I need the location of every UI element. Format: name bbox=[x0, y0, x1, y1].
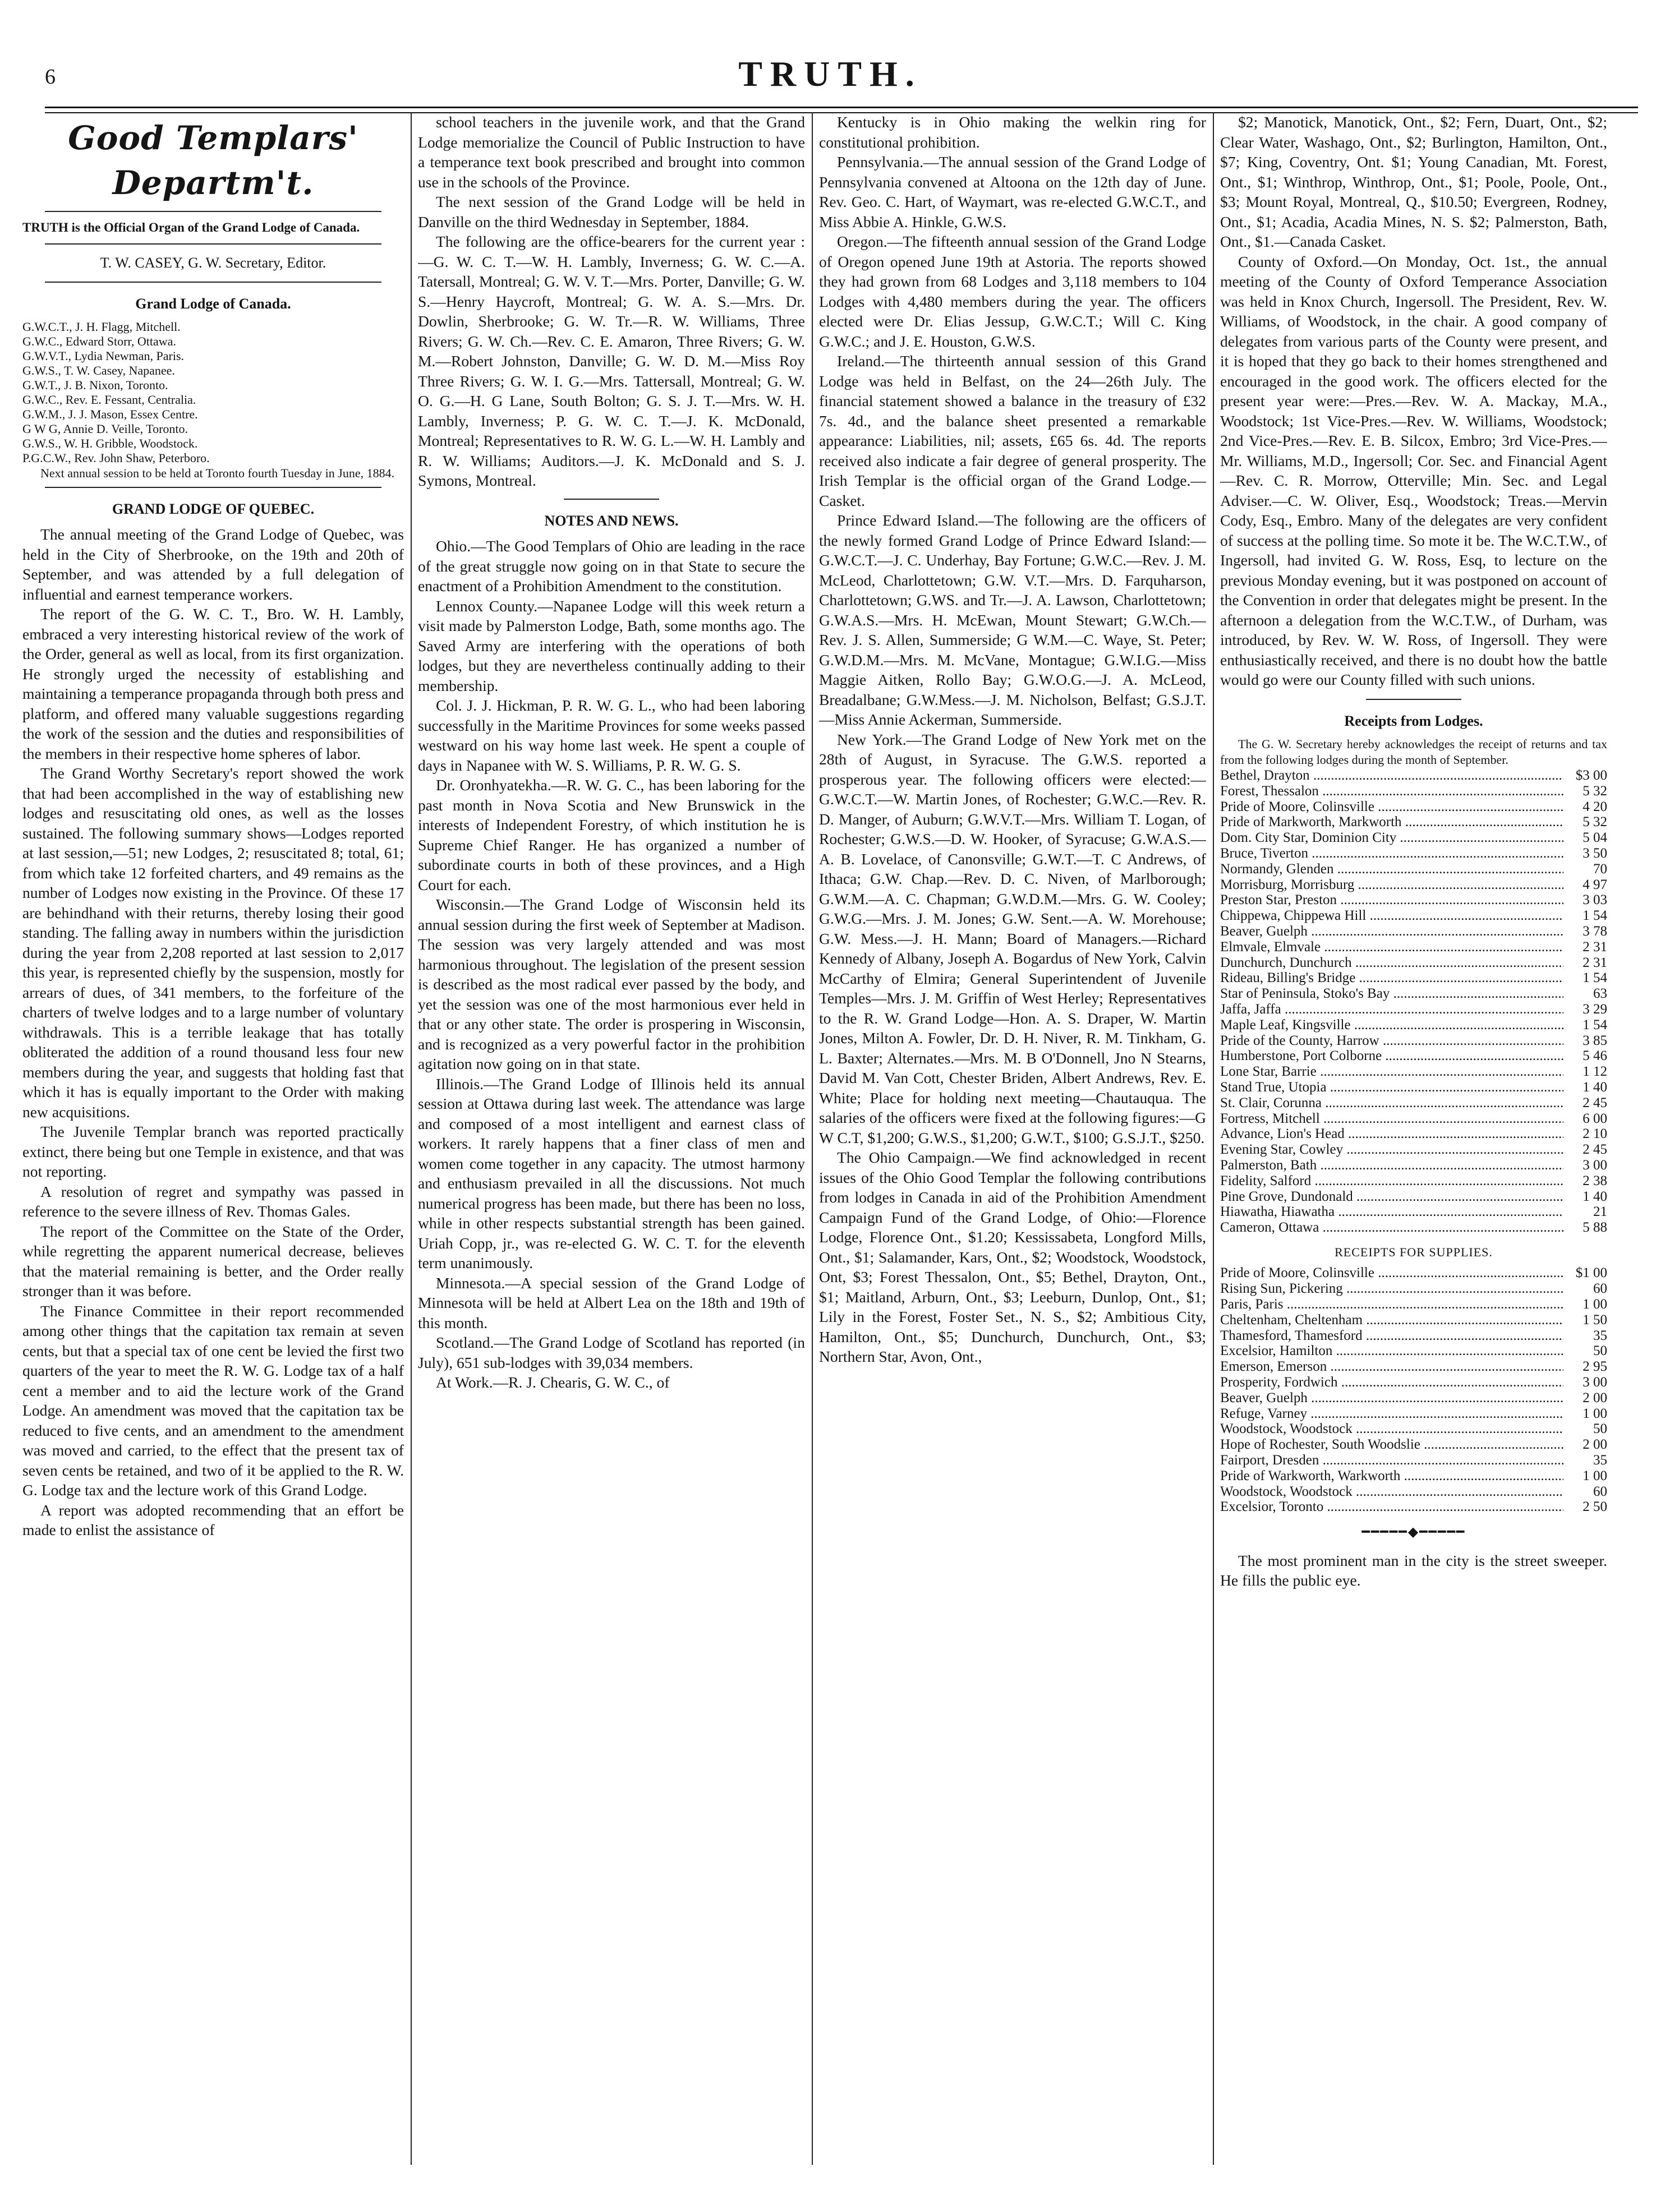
officer-line: G.W.T., J. B. Nixon, Toronto. bbox=[22, 377, 168, 392]
notes-heading: NOTES AND NEWS. bbox=[544, 512, 679, 529]
amount: 1 40 bbox=[1583, 1188, 1607, 1204]
paragraph: Ireland.—The thirteenth annual session of this Grand Lodge was held in Belfast, on the 24—26th July. The financial statement showed a balance in the treasury of £32 7s. 4d., and the balance sheet presented a remarkable appearance: Liabilities, nil; assets, £65 6s. 4d. The reports received also indicate a fair degree of general prosperity. The Irish Templar is the official organ of the Grand Lodge.—Casket. bbox=[819, 352, 1206, 509]
receipt-row bbox=[1220, 1204, 1607, 1220]
receipt-row bbox=[1220, 1189, 1607, 1205]
lodge-name: Advance, Lion's Head ..... bbox=[1220, 1126, 1563, 1142]
amount: 6 00 bbox=[1583, 1110, 1607, 1126]
divider bbox=[45, 282, 381, 283]
paragraph: Lennox County.—Napanee Lodge will this week return a visit made by Palmerston Lodge, Bath, some months ago. The Saved Army are interfering with the operations of both lodges, but they are nevertheless continually adding to their membership. bbox=[418, 597, 805, 694]
receipt-row bbox=[1220, 939, 1607, 955]
officer-line: G.W.S., W. H. Gribble, Woodstock. bbox=[22, 436, 198, 450]
amount: 3 00 bbox=[1583, 1157, 1607, 1173]
lodge-name: Paris, Paris ..... bbox=[1220, 1297, 1563, 1312]
lodge-name: Pride of the County, Harrow ..... bbox=[1220, 1033, 1563, 1049]
column-2 bbox=[418, 112, 805, 2176]
amount: 35 bbox=[1593, 1328, 1607, 1343]
amount: 5 46 bbox=[1583, 1048, 1607, 1064]
lodge-name: Rideau, Billing's Bridge ..... bbox=[1220, 970, 1563, 986]
lodge-name: Pine Grove, Dundonald ..... bbox=[1220, 1189, 1563, 1205]
receipt-row bbox=[1220, 1421, 1607, 1437]
receipt-row bbox=[1220, 924, 1607, 939]
receipt-row bbox=[1220, 892, 1607, 908]
amount: 1 00 bbox=[1583, 1297, 1607, 1312]
receipt-row bbox=[1220, 1142, 1607, 1158]
officer-line: G W G, Annie D. Veille, Toronto. bbox=[22, 421, 188, 436]
paragraph: The Finance Committee in their report recommended among other things that the capitation tax remain at seven cents, but that a special tax of one cent be levied the first two quarters of the year to meet the R. W. G. Lodge tax of a half cent a member and to aid the lecture work of the Grand Lodge. An amendment was moved that the capitation tax be reduced to five cents, and an amendment to the amendment was moved and carried, to the effect that the present tax of seven cents be retained, and two of it be applied to the R. W. G. Lodge tax and the lecture work of this Grand Lodge. bbox=[22, 1302, 404, 1499]
lodge-name: Rising Sun, Pickering ..... bbox=[1220, 1281, 1563, 1297]
ornamental-rule: ━━━━━◆━━━━━ bbox=[1361, 1525, 1466, 1540]
lodge-name: Fidelity, Salford ..... bbox=[1220, 1173, 1563, 1189]
amount: 63 bbox=[1593, 986, 1607, 1002]
lodge-name: Dunchurch, Dunchurch ..... bbox=[1220, 955, 1563, 971]
notes-and-news bbox=[418, 536, 805, 1393]
department-title: Good Templars' Departm't. bbox=[68, 119, 358, 202]
amount: 60 bbox=[1593, 1281, 1607, 1297]
receipt-row bbox=[1220, 1017, 1607, 1033]
paragraph: Minnesota.—A special session of the Grand Lodge of Minnesota will be held at Albert Lea on the 18th and 19th of this month. bbox=[418, 1274, 805, 1331]
divider bbox=[1366, 699, 1461, 700]
quebec-article bbox=[22, 524, 404, 1540]
lodge-name: Normandy, Glenden ..... bbox=[1220, 861, 1563, 877]
amount: 1 12 bbox=[1583, 1064, 1607, 1080]
paragraph: The annual meeting of the Grand Lodge of Quebec, was held in the City of Sherbrooke, on the 19th and 20th of September, and was attended by a full delegation of influential and earnest temperance workers. bbox=[22, 526, 404, 603]
officer-line: G.W.C.T., J. H. Flagg, Mitchell. bbox=[22, 319, 181, 334]
paragraph: Oregon.—The fifteenth annual session of the Grand Lodge of Oregon opened June 19th at Astoria. The reports showed they had grown from 68 Lodges and 3,118 members to 104 Lodges with 4,480 members during the year. The officers elected were Dr. Elias Jessup, G.W.C.T.; Will C. King G.W.C.; and J. E. Houston, G.W.S. bbox=[819, 233, 1206, 350]
paragraph: The Grand Worthy Secretary's report showed the work that had been accomplished in the way of establishing new lodges and resuscitating old ones, as well as the losses sustained. The following summary shows—Lodges reported at last session,—51; new Lodges, 2; resuscitated 8; total, 61; from which take 12 forfeited charters, and 49 remains as the number of Lodges now existing in the Province. Of these 17 are behindhand with their returns, thereby losing their good standing. The falling away in numbers within the jurisdiction during the year from 2,208 reported at last session to 2,017 this year, is represented chiefly by the suspension, mostly for arrears of dues, of 341 members, to the forfeiture of the charters of twelve lodges and to a large number of voluntary withdrawals. This is a terrible leakage that has totally obliterated the addition of a round thousand less four new members during the year, and suggests that holding fast that which it has is equally important to the Order with making new acquisitions. bbox=[22, 764, 404, 1121]
column-1 bbox=[22, 112, 404, 2176]
amount: 5 88 bbox=[1583, 1220, 1607, 1236]
paragraph: Kentucky is in Ohio making the welkin ring for constitutional prohibition. bbox=[819, 113, 1206, 151]
amount: 4 97 bbox=[1583, 877, 1607, 892]
amount: 5 32 bbox=[1583, 814, 1607, 830]
paragraph: school teachers in the juvenile work, and that the Grand Lodge memorialize the Council of Public Instruction to have a temperance text book prescribed and brought into common use in the schools of the Province. bbox=[418, 113, 805, 191]
amount: 3 50 bbox=[1583, 845, 1607, 861]
receipt-row bbox=[1220, 846, 1607, 861]
lodge-name: Excelsior, Toronto ..... bbox=[1220, 1499, 1563, 1515]
divider bbox=[45, 487, 381, 488]
receipt-row bbox=[1220, 768, 1607, 784]
amount: 50 bbox=[1593, 1421, 1607, 1437]
paragraph: At Work.—R. J. Chearis, G. W. C., of bbox=[436, 1374, 670, 1391]
receipt-row bbox=[1220, 986, 1607, 1002]
amount: 2 31 bbox=[1583, 955, 1607, 970]
officer-line: G.W.V.T., Lydia Newman, Paris. bbox=[22, 348, 185, 363]
masthead: TRUTH. bbox=[738, 54, 922, 94]
closing-quip: The most prominent man in the city is the street sweeper. He fills the public eye. bbox=[1220, 1551, 1607, 1589]
divider bbox=[45, 243, 381, 245]
amount: 2 45 bbox=[1583, 1142, 1607, 1158]
lodge-name: Hope of Rochester, South Woodslie ..... bbox=[1220, 1437, 1563, 1453]
amount: 60 bbox=[1593, 1483, 1607, 1499]
receipt-row bbox=[1220, 1499, 1607, 1515]
column-divider bbox=[1213, 112, 1214, 2165]
receipt-row bbox=[1220, 1080, 1607, 1095]
amount: 3 00 bbox=[1583, 1374, 1607, 1390]
receipt-row bbox=[1220, 784, 1607, 799]
receipt-row bbox=[1220, 830, 1607, 846]
amount: 21 bbox=[1593, 1204, 1607, 1220]
officer-line: G.W.M., J. J. Mason, Essex Centre. bbox=[22, 407, 198, 421]
amount: 5 32 bbox=[1583, 783, 1607, 799]
amount: 1 00 bbox=[1583, 1468, 1607, 1483]
lodge-name: Star of Peninsula, Stoko's Bay ..... bbox=[1220, 986, 1563, 1002]
lodge-name: Cheltenham, Cheltenham ..... bbox=[1220, 1312, 1563, 1328]
lodge-name: Woodstock, Woodstock ..... bbox=[1220, 1484, 1563, 1500]
lodge-name: Fairport, Dresden ..... bbox=[1220, 1453, 1563, 1468]
divider bbox=[564, 499, 659, 500]
receipt-row bbox=[1220, 1437, 1607, 1453]
editor-line: T. W. CASEY, G. W. Secretary, Editor. bbox=[100, 255, 326, 271]
amount: 1 40 bbox=[1583, 1079, 1607, 1095]
lodge-name: Preston Star, Preston ..... bbox=[1220, 892, 1563, 908]
officers-list bbox=[22, 320, 404, 466]
officer-line: G.W.S., T. W. Casey, Napanee. bbox=[22, 363, 175, 377]
paragraph: A resolution of regret and sympathy was passed in reference to the severe illness of Rev. Thomas Gales. bbox=[22, 1182, 404, 1220]
officer-line: G.W.C., Edward Storr, Ottawa. bbox=[22, 334, 176, 348]
lodge-name: Humberstone, Port Colborne ..... bbox=[1220, 1048, 1563, 1064]
receipt-row bbox=[1220, 1095, 1607, 1111]
lodge-name: Thamesford, Thamesford ..... bbox=[1220, 1328, 1563, 1344]
receipt-row bbox=[1220, 1390, 1607, 1406]
paragraph: The following are the office-bearers for the current year :—G. W. C. T.—W. H. Lambly, Inverness; G. W. C.—A. Tatersall, Montreal; G. W. V. T.—Mrs. Porter, Danville; G. W. S.—Henry Haycroft, Montreal; G. W. A. S.—Mrs. Dr. Dowlin, Sherbrooke; G. W. Tr.—R. W. Williams, Three Rivers; G. W. Ch.—Rev. C. E. Amaron, Three Rivers; G. W. M.—Robert Johnston, Danville; G. W. D. M.—Miss Roy Three Rivers; G. W. I. G.—Mrs. Tattersall, Montreal; G. W. O. G.—H. G Lane, South Bolton; G. S. J. T.—Mrs. W. H. Lambly, Inverness; P. G. W. C. T.—J. K. McDonald, Montreal; Representatives to R. W. G. L.—W. H. Lambly and R. W. Williams; Auditors.—J. K. McDonald and S. J. Symons, Montreal. bbox=[418, 233, 805, 489]
paragraph: Prince Edward Island.—The following are the officers of the newly formed Grand Lodge of Prince Edward Island:—G.W.C.T.—J. C. Underhay, Bay Fortune; G.W.C.—Rev. J. M. McLeod, Charlottetown; G.W. V.T.—Mrs. D. Farquharson, Charlottetown; G.WS. and Tr.—J. A. Lawson, Charlottetown; G.W.A.S.—Mrs. H. McEwan, Mount Stewart; G.W.Ch.—Rev. J. S. Allen, Summerside; G W.M.—C. Waye, St. Peter; G.W.D.M.—Mrs. M. McVane, Montague; G.W.I.G.—Miss Maggie Aitken, Rollo Bay; G.W.O.G.—J. A. McLeod, Breadalbane; G.W.Mess.—J. M. Nicholson, Belfast; G.S.J.T.—Miss Annie Ackerman, Summerside. bbox=[819, 511, 1206, 728]
lodge-name: Chippewa, Chippewa Hill ..... bbox=[1220, 908, 1563, 924]
lodge-name: Pride of Markworth, Markworth ..... bbox=[1220, 814, 1563, 830]
lodge-name: Lone Star, Barrie ..... bbox=[1220, 1064, 1563, 1080]
paragraph: New York.—The Grand Lodge of New York met on the 28th of August, in Syracuse. The G.W.S. reported a prosperous year. The following officers were elected:—G.W.C.T.—W. Martin Jones, of Rochester; G.W.C.—Rev. R. D. Manger, of Auburn; G.W.V.T.—Mrs. William T. Logan, of Rochester; G.W.S.—D. W. Hooker, of Syracuse; G.W.A.S.—A. B. Lovelace, of Canonsville; G.W.T.—T. C Andrews, of Ithaca; G.W. Chap.—Rev. D. C. Niven, of Marlborough; G.W.M.—A. C. Chapman; G.W.D.M.—Mrs. G. W. Cooley; G.W.G.—Mrs. J. M. Jones; G.W. Sent.—A. W. Morehouse; G.W. Mess.—J. H. Mann; Board of Managers.—Richard Kennedy of Albany, Joseph A. Bogardus of New York, Calvin McCarthy of Elmira; General Superintendent of Juvenile Temples—Mrs. J. M. Griffin of West Herley; Representatives to the R. W. Grand Lodge—Hon. A. S. Draper, W. Martin Jones, Milton A. Fowler, Dr. D. H. Niver, R. M. Tinkham, G. L. Baxter; Alternates.—Mrs. M. B O'Donnell, Jno N Stearns, David M. Van Cott, Chester Briden, Albert Andrews, Rev. E. White; Place for holding next meeting—Chautauqua. The salaries of the officers were fixed at the following figures:—G W C.T, $1,200; G.W.S., $1,200; G.W.T., $100; G.S.J.T., $250. bbox=[819, 730, 1206, 1146]
receipt-row bbox=[1220, 799, 1607, 815]
amount: 1 54 bbox=[1583, 970, 1607, 986]
lodge-name: Elmvale, Elmvale ..... bbox=[1220, 939, 1563, 955]
lodge-name: Prosperity, Fordwich ..... bbox=[1220, 1375, 1563, 1390]
paragraph: $2; Manotick, Manotick, Ont., $2; Fern, Duart, Ont., $2; Clear Water, Washago, Ont., $2; Burlington, Hamilton, Ont., $7; King, Coventry, Ont. $1; Young Canadian, Mt. Forest, Ont., $1; Winthrop, Winthrop, Ont., $1; Poole, Poole, Ont., $3; Mount Royal, Montreal, Q., $10.50; Evergreen, Rodney, Ont., $1; Acadia, Acadia Mines, N. S. $2; Palmerston, Bath, Ont., $1.—Canada Casket. bbox=[1220, 113, 1607, 250]
next-session-note: Next annual session to be held at Toronto fourth Tuesday in June, 1884. bbox=[40, 466, 395, 480]
lodge-name: Beaver, Guelph ..... bbox=[1220, 924, 1563, 939]
officer-line: G.W.C., Rev. E. Fessant, Centralia. bbox=[22, 392, 196, 407]
receipt-row bbox=[1220, 814, 1607, 830]
receipts-intro: The G. W. Secretary hereby acknowledges the receipt of returns and tax from the following lodges during the month of September. bbox=[1220, 737, 1607, 767]
receipt-row bbox=[1220, 955, 1607, 971]
column-divider bbox=[812, 112, 813, 2165]
receipt-row bbox=[1220, 861, 1607, 877]
amount: 3 78 bbox=[1583, 923, 1607, 939]
receipts-heading: Receipts from Lodges. bbox=[1344, 712, 1483, 729]
receipt-row bbox=[1220, 1064, 1607, 1080]
amount: 2 45 bbox=[1583, 1095, 1607, 1110]
receipt-row bbox=[1220, 1126, 1607, 1142]
receipt-row bbox=[1220, 1453, 1607, 1468]
amount: $3 00 bbox=[1575, 768, 1607, 783]
receipt-row bbox=[1220, 1048, 1607, 1064]
notes-continued-2 bbox=[1220, 112, 1607, 690]
amount: 1 50 bbox=[1583, 1312, 1607, 1328]
paragraph: The report of the Committee on the State of the Order, while regretting the apparent numerical decrease, believes that the material remaining is better, and the Order really stronger than it was before. bbox=[22, 1222, 404, 1299]
column-4 bbox=[1220, 112, 1607, 2176]
receipt-row bbox=[1220, 1484, 1607, 1500]
amount: 2 38 bbox=[1583, 1173, 1607, 1188]
masthead-rule bbox=[45, 107, 1638, 108]
receipt-row bbox=[1220, 1328, 1607, 1344]
receipt-row bbox=[1220, 877, 1607, 893]
column-divider bbox=[411, 112, 412, 2165]
amount: $1 00 bbox=[1575, 1265, 1607, 1281]
amount: 50 bbox=[1593, 1343, 1607, 1359]
receipt-row bbox=[1220, 1343, 1607, 1359]
paragraph: A report was adopted recommending that an effort be made to enlist the assistance of bbox=[22, 1501, 404, 1538]
lodge-name: Bruce, Tiverton ..... bbox=[1220, 846, 1563, 861]
receipts-list bbox=[1220, 768, 1607, 1236]
lodge-name: Morrisburg, Morrisburg ..... bbox=[1220, 877, 1563, 893]
column-3 bbox=[819, 112, 1206, 2176]
amount: 1 54 bbox=[1583, 1017, 1607, 1033]
amount: 70 bbox=[1593, 861, 1607, 877]
receipt-row bbox=[1220, 970, 1607, 986]
amount: 3 29 bbox=[1583, 1001, 1607, 1017]
amount: 3 03 bbox=[1583, 892, 1607, 908]
receipt-row bbox=[1220, 1359, 1607, 1375]
amount: 5 04 bbox=[1583, 830, 1607, 846]
paragraph: Illinois.—The Grand Lodge of Illinois held its annual session at Ottawa during last week. The attendance was large and composed of a most intelligent and earnest class of workers. It rarely happens that a finer class of men and women come together in any capacity. The utmost harmony and enthusiasm prevailed in all the discussions. Not much numerical progress has been made, but there has been no loss, while in other respects substantial strength has been gained. Uriah Copp, jr., was re-elected G. W. C. T. for the eleventh term unanimously. bbox=[418, 1075, 805, 1271]
quebec-article-continued bbox=[418, 112, 805, 491]
paragraph: Wisconsin.—The Grand Lodge of Wisconsin held its annual session during the first week of September at Madison. The session was very largely attended and was most harmonious throughout. The legislation of the present session is described as the most radical ever passed by the body, and yet the session was one of the most harmonious ever held in that or any other state. The order is prospering in Wisconsin, and is recognized as a very powerful factor in the prohibition agitation now going on in that state. bbox=[418, 896, 805, 1072]
paragraph: The next session of the Grand Lodge will be held in Danville on the third Wednesday in September, 1884. bbox=[418, 193, 805, 231]
amount: 4 20 bbox=[1583, 799, 1607, 814]
paragraph: The Juvenile Templar branch was reported practically extinct, there being but one Temple in existence, and that was not reporting. bbox=[22, 1123, 404, 1180]
receipt-row bbox=[1220, 1265, 1607, 1281]
lodge-name: Fortress, Mitchell ..... bbox=[1220, 1111, 1563, 1127]
lodge-name: Pride of Moore, Colinsville ..... bbox=[1220, 799, 1563, 815]
receipt-row bbox=[1220, 1002, 1607, 1017]
amount: 2 10 bbox=[1583, 1126, 1607, 1142]
paragraph: The report of the G. W. C. T., Bro. W. H. Lambly, embraced a very interesting historical review of the work of the Order, general as well as local, from its first organization. He strongly urged the necessity of establishing and maintaining a temperance propaganda through both press and platform, and offered many valuable suggestions regarding the work of the session and the duties and responsibilities of the members in their respective home spheres of labor. bbox=[22, 605, 404, 762]
amount: 2 31 bbox=[1583, 939, 1607, 955]
paragraph: Dr. Oronhyatekha.—R. W. G. C., has been laboring for the past month in Nova Scotia and New Brunswick in the interests of Independent Forestry, of which institution he is Supreme Chief Ranger. He has organized a number of subordinate courts in both of these provinces, and a High Court for each. bbox=[418, 776, 805, 893]
lodge-name: Maple Leaf, Kingsville ..... bbox=[1220, 1017, 1563, 1033]
paragraph: County of Oxford.—On Monday, Oct. 1st., the annual meeting of the County of Oxford Temperance Association was held in Knox Church, Ingersoll. The President, Rev. W. Williams, of Woodstock, in the chair. A good company of delegates from various parts of the County were present, and it is hoped that they go back to their homes strengthened and encouraged in the good work. The officers elected for the present year were:—Pres.—Rev. W. A. Mackay, M.A., Woodstock; 1st Vice-Pres.—Rev. W. Williams, Woodstock; 2nd Vice-Pres.—Rev. E. B. Silcox, Embro; 3rd Vice-Pres.—Mr. Williams, M.D., Ingersoll; Cor. Sec. and Financial Agent—Rev. C. R. Morrow, Otterville; Min. Sec. and Legal Adviser.—C. W. Oliver, Esq., Woodstock; Treas.—Mervin Cody, Esq., Embro. Many of the delegates are very confident of success at the polling time. So mote it be. The W.C.T.W., of Ingersoll, had invited G. W. Ross, Esq, to lecture on the previous Monday evening, but it was postponed on account of the Convention in order that delegates might be present. In the afternoon a delegation from the W.C.T.W., of Durham, was introduced, by Rev. W. W. Ross, of Ingersoll. They were enthusiastically received, and there is no doubt how the battle would go were our County filled with such unions. bbox=[1220, 252, 1607, 688]
amount: 1 54 bbox=[1583, 908, 1607, 924]
receipt-row bbox=[1220, 1033, 1607, 1049]
page-number: 6 bbox=[45, 65, 56, 89]
lodge-name: Bethel, Drayton ..... bbox=[1220, 768, 1563, 784]
paragraph: The Ohio Campaign.—We find acknowledged in recent issues of the Ohio Good Templar the following contributions from lodges in Canada in aid of the Prohibition Amendment Campaign Fund of the Grand Lodge, of Ohio:—Florence Lodge, Florence Ont., $1.20; Kessissabeta, Longford Mills, Ont., $1; Salamander, Kars, Ont., $2; Woodstock, Woodstock, Ont, $3; Forest Thessalon, Ont., $5; Bethel, Drayton, Ont., $1; Maitland, Arburn, Ont., $3; Leeburn, Dunlop, Ont., $1; Lily in the Forest, Foster Set., N. S., $2; Ambitious City, Hamilton, Ont., $5; Dunchurch, Dunchurch, Ont., $3; Northern Star, Avon, Ont., bbox=[819, 1149, 1206, 1365]
receipt-row bbox=[1220, 1406, 1607, 1422]
lodge-name: Cameron, Ottawa ..... bbox=[1220, 1220, 1563, 1236]
amount: 1 00 bbox=[1583, 1405, 1607, 1421]
receipt-row bbox=[1220, 1468, 1607, 1484]
divider bbox=[45, 211, 381, 212]
amount: 2 00 bbox=[1583, 1390, 1607, 1405]
officer-line: P.G.C.W., Rev. John Shaw, Peterboro. bbox=[22, 450, 210, 465]
lodge-name: Palmerston, Bath ..... bbox=[1220, 1158, 1563, 1173]
receipt-row bbox=[1220, 1375, 1607, 1390]
amount: 2 95 bbox=[1583, 1359, 1607, 1375]
paragraph: Col. J. J. Hickman, P. R. W. G. L., who had been laboring successfully in the Maritime Provinces for some weeks passed westward on his way home last week. He spent a couple of days in Napanee with W. S. Williams, P. R. W. G. S. bbox=[418, 697, 805, 774]
organ-note: TRUTH is the Official Organ of the Grand Lodge of Canada. bbox=[22, 220, 360, 234]
lodge-name: Stand True, Utopia ..... bbox=[1220, 1080, 1563, 1095]
amount: 3 85 bbox=[1583, 1033, 1607, 1048]
amount: 35 bbox=[1593, 1452, 1607, 1468]
amount: 2 00 bbox=[1583, 1437, 1607, 1453]
paragraph: Scotland.—The Grand Lodge of Scotland has reported (in July), 651 sub-lodges with 39,034 members. bbox=[418, 1334, 805, 1371]
receipt-row bbox=[1220, 1312, 1607, 1328]
lodge-name: Refuge, Varney ..... bbox=[1220, 1406, 1563, 1422]
lodge-name: Emerson, Emerson ..... bbox=[1220, 1359, 1563, 1375]
receipt-row bbox=[1220, 1220, 1607, 1236]
receipt-row bbox=[1220, 908, 1607, 924]
notes-continued bbox=[819, 112, 1206, 1367]
lodge-name: Pride of Warkworth, Warkworth ..... bbox=[1220, 1468, 1563, 1484]
receipt-row bbox=[1220, 1281, 1607, 1297]
lodge-name: Evening Star, Cowley ..... bbox=[1220, 1142, 1563, 1158]
lodge-name: Beaver, Guelph ..... bbox=[1220, 1390, 1563, 1406]
lodge-name: Hiawatha, Hiawatha ..... bbox=[1220, 1204, 1563, 1220]
receipt-row bbox=[1220, 1111, 1607, 1127]
supplies-heading: RECEIPTS FOR SUPPLIES. bbox=[1335, 1245, 1493, 1259]
receipt-row bbox=[1220, 1173, 1607, 1189]
grand-lodge-heading: Grand Lodge of Canada. bbox=[135, 296, 291, 312]
lodge-name: Woodstock, Woodstock ..... bbox=[1220, 1421, 1563, 1437]
receipt-row bbox=[1220, 1158, 1607, 1173]
paragraph: Ohio.—The Good Templars of Ohio are leading in the race of the great struggle now going on in that State to secure the enactment of a Prohibition Amendment to the constitution. bbox=[418, 537, 805, 595]
paragraph: Pennsylvania.—The annual session of the Grand Lodge of Pennsylvania convened at Altoona on the 12th day of June. Rev. Geo. C. Hart, of Waymart, was re-elected G.W.C.T., and Miss Abbie A. Hinkle, G.W.S. bbox=[819, 153, 1206, 231]
lodge-name: Excelsior, Hamilton ..... bbox=[1220, 1343, 1563, 1359]
lodge-name: Dom. City Star, Dominion City ..... bbox=[1220, 830, 1563, 846]
supplies-list bbox=[1220, 1265, 1607, 1515]
receipt-row bbox=[1220, 1297, 1607, 1312]
lodge-name: St. Clair, Corunna ..... bbox=[1220, 1095, 1563, 1111]
amount: 2 50 bbox=[1583, 1499, 1607, 1515]
lodge-name: Pride of Moore, Colinsville ..... bbox=[1220, 1265, 1563, 1281]
lodge-name: Forest, Thessalon ..... bbox=[1220, 784, 1563, 799]
quebec-heading: GRAND LODGE OF QUEBEC. bbox=[112, 500, 315, 517]
lodge-name: Jaffa, Jaffa ..... bbox=[1220, 1002, 1563, 1017]
